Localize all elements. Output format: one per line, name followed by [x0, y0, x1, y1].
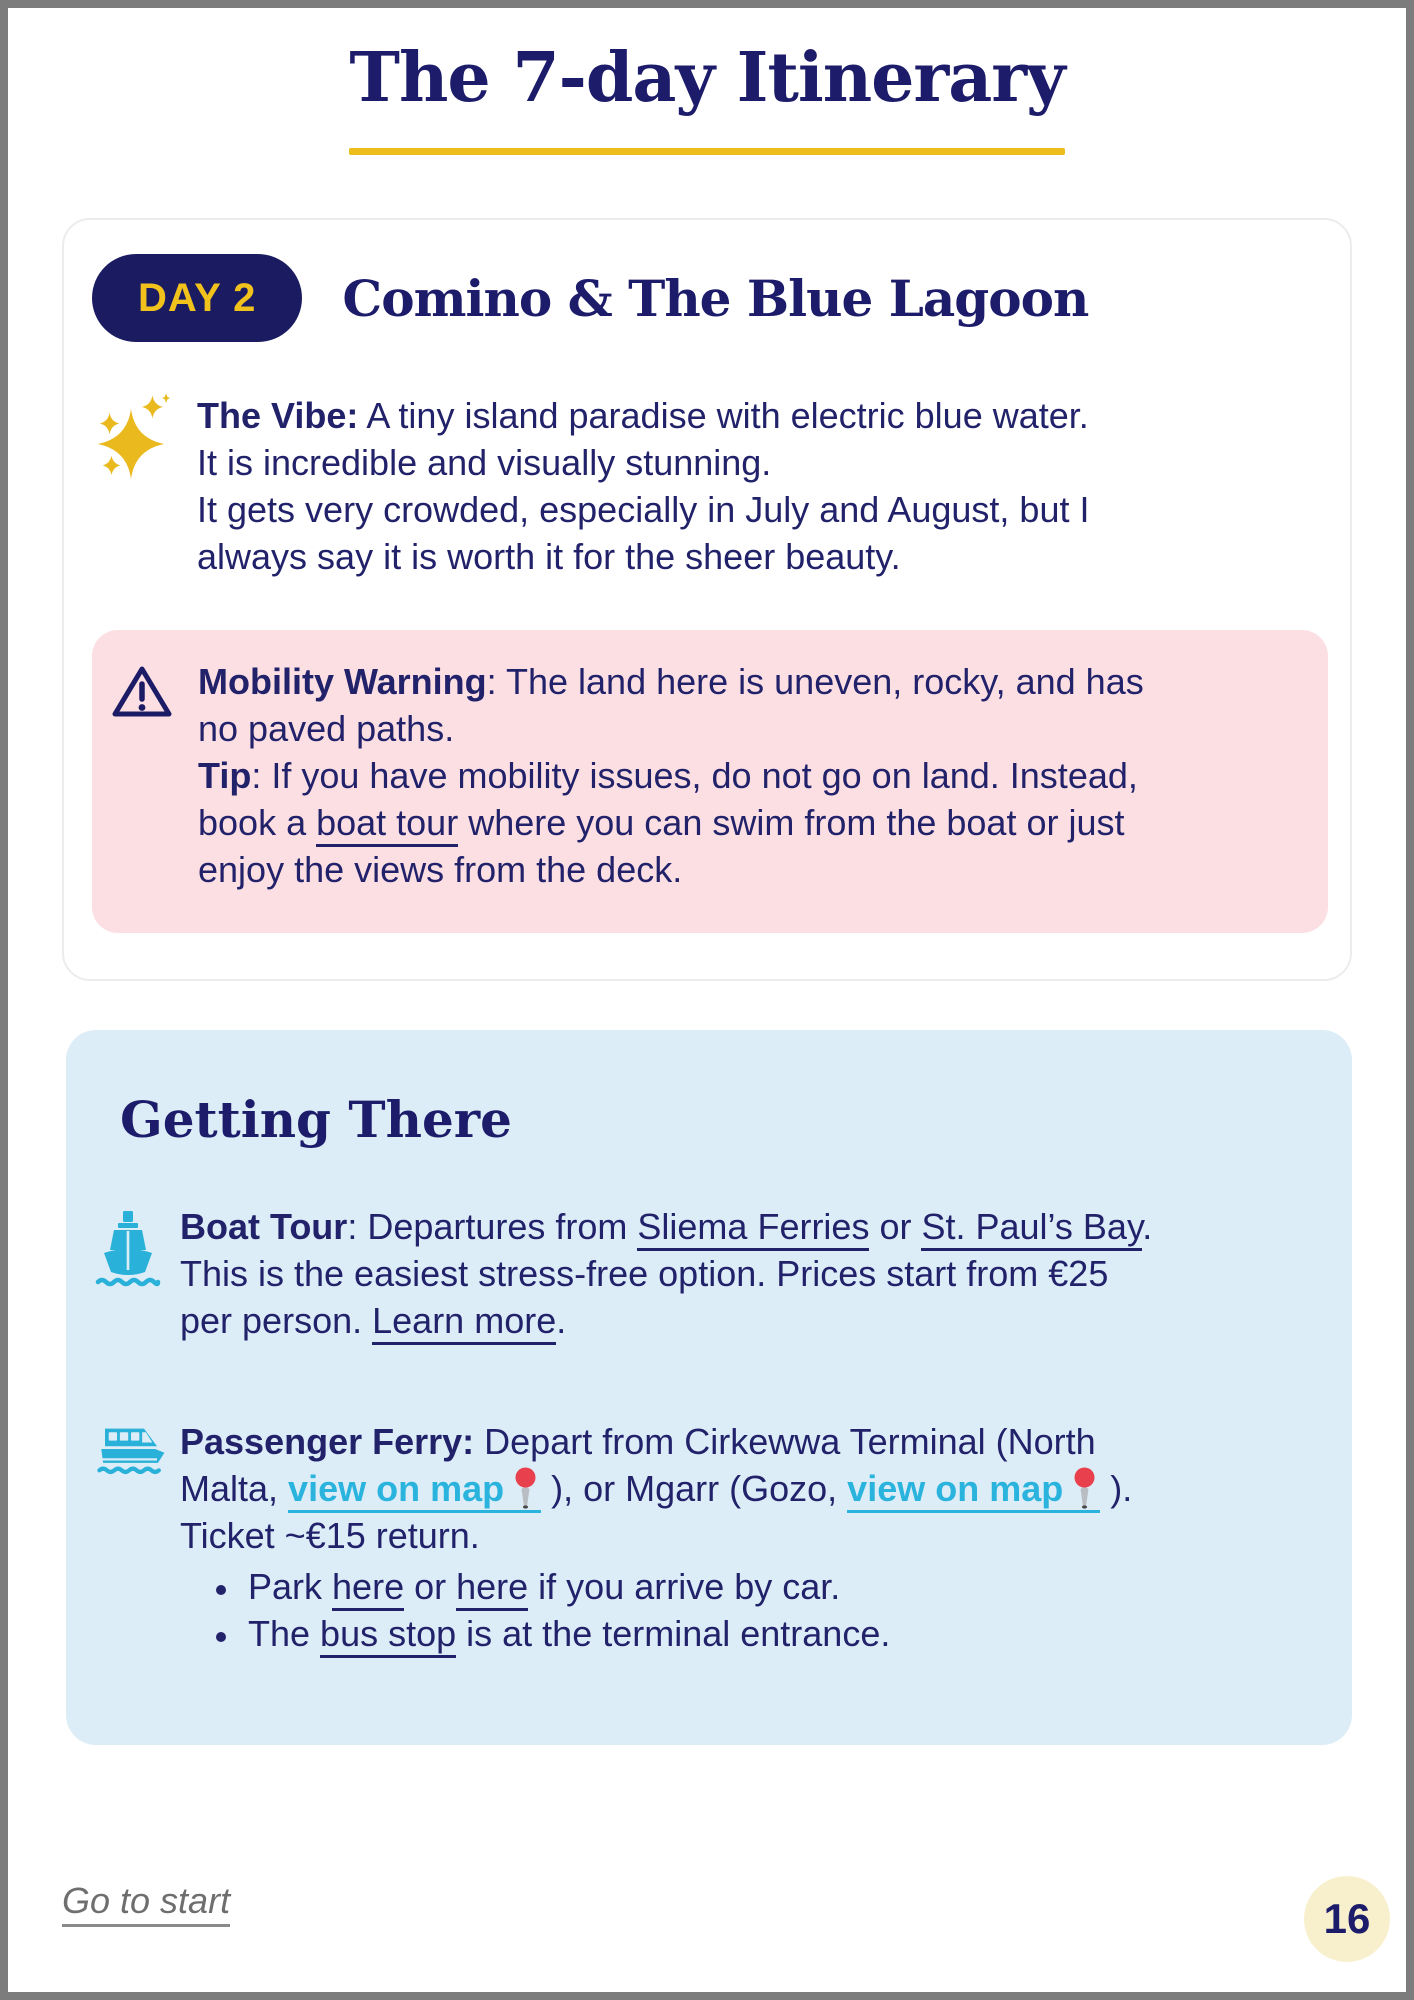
- text-line: [198, 846, 1144, 893]
- boat-tour-item: [92, 1203, 1322, 1344]
- text-line: [180, 1203, 1152, 1250]
- text-line: [198, 799, 1144, 846]
- text-segment: .: [556, 1300, 567, 1341]
- text-line: [198, 658, 1144, 705]
- map-pin-icon: [512, 1467, 539, 1509]
- getting-there-heading: Getting There: [120, 1090, 512, 1149]
- text-line: [180, 1465, 1132, 1512]
- text-line: [180, 1512, 1132, 1559]
- text-segment: enjoy the views from the deck.: [198, 849, 683, 890]
- text-segment: Mobility Warning: [198, 661, 487, 702]
- page-number: 16: [1323, 1895, 1371, 1942]
- text-segment: Passenger Ferry:: [180, 1421, 475, 1462]
- passenger-ferry-item: [92, 1418, 1322, 1657]
- text-segment: A tiny island paradise with electric blue water.: [358, 395, 1089, 436]
- text-segment: : The land here is uneven, rocky, and has: [486, 661, 1144, 702]
- title-underline: [349, 148, 1065, 155]
- passenger-ferry-text: [180, 1418, 1132, 1657]
- bullet-item: [242, 1563, 1132, 1610]
- text-segment: or: [869, 1206, 922, 1247]
- text-segment: no paved paths.: [198, 708, 455, 749]
- text-segment: : If you have mobility issues, do not go on land. Instead,: [251, 755, 1138, 796]
- day-card: [62, 218, 1352, 981]
- go-to-start-link[interactable]: Go to start: [62, 1880, 230, 1927]
- link-boat-tour[interactable]: boat tour: [316, 802, 458, 847]
- text-segment: Boat Tour: [180, 1206, 348, 1247]
- map-pin-icon: [1071, 1467, 1098, 1509]
- text-segment: The Vibe:: [197, 395, 359, 436]
- text-line: [198, 752, 1144, 799]
- warning-triangle-icon: [110, 658, 198, 893]
- bullet-list: [180, 1563, 1132, 1657]
- text-line: [197, 439, 1089, 486]
- page: [8, 8, 1406, 1992]
- warning-box: [92, 630, 1328, 933]
- text-segment: Depart from Cirkewwa Terminal (North: [474, 1421, 1096, 1462]
- link-here[interactable]: here: [332, 1566, 404, 1611]
- bullet-item: [242, 1610, 1132, 1657]
- vibe-section: [92, 392, 1328, 580]
- link-view-on-map[interactable]: view on map: [847, 1468, 1100, 1513]
- text-segment: where you can swim from the boat or just: [458, 802, 1125, 843]
- text-segment: Ticket ~€15 return.: [180, 1515, 480, 1556]
- text-line: [197, 486, 1089, 533]
- day-badge: DAY 2: [92, 254, 302, 342]
- text-segment: ), or Mgarr (Gozo,: [541, 1468, 848, 1509]
- text-segment: Park: [248, 1566, 333, 1607]
- text-segment: is at the terminal entrance.: [456, 1613, 891, 1654]
- link-bus-stop[interactable]: bus stop: [320, 1613, 456, 1658]
- link-sliema-ferries[interactable]: Sliema Ferries: [637, 1206, 869, 1251]
- page-number-badge: [1304, 1876, 1390, 1962]
- ship-icon: [92, 1203, 180, 1344]
- text-line: [180, 1297, 1152, 1344]
- text-segment: The: [248, 1613, 321, 1654]
- text-segment: ).: [1100, 1468, 1133, 1509]
- text-segment: always say it is worth it for the sheer beauty.: [197, 536, 901, 577]
- text-line: [198, 705, 1144, 752]
- page-title: The 7-day Itinerary: [349, 38, 1065, 118]
- day-card-header: [92, 254, 1328, 342]
- text-segment: Malta,: [180, 1468, 289, 1509]
- link-view-on-map[interactable]: view on map: [288, 1468, 541, 1513]
- vibe-text: [197, 392, 1089, 580]
- text-line: [197, 533, 1089, 580]
- text-segment: if you arrive by car.: [528, 1566, 841, 1607]
- text-segment: : Departures from: [347, 1206, 638, 1247]
- text-segment: It gets very crowded, especially in July and August, but I: [197, 489, 1090, 530]
- text-line: [180, 1418, 1132, 1465]
- text-line: [180, 1250, 1152, 1297]
- warning-text: [198, 658, 1144, 893]
- link-st-paul-s-bay[interactable]: St. Paul’s Bay: [921, 1206, 1142, 1251]
- day-heading: Comino & The Blue Lagoon: [342, 268, 1089, 328]
- text-segment: .: [1142, 1206, 1153, 1247]
- boat-tour-text: [180, 1203, 1152, 1344]
- text-segment: or: [404, 1566, 457, 1607]
- ferry-icon: [92, 1418, 180, 1657]
- text-segment: This is the easiest stress-free option. Prices start from €25: [180, 1253, 1109, 1294]
- text-segment: Tip: [198, 755, 252, 796]
- link-learn-more[interactable]: Learn more: [372, 1300, 556, 1345]
- text-segment: per person.: [180, 1300, 373, 1341]
- text-segment: book a: [198, 802, 317, 843]
- sparkles-icon: [92, 392, 197, 580]
- text-line: [197, 392, 1089, 439]
- getting-there-card: [66, 1030, 1352, 1745]
- passenger-ferry-lines: [180, 1418, 1132, 1559]
- link-here[interactable]: here: [456, 1566, 528, 1611]
- text-segment: It is incredible and visually stunning.: [197, 442, 772, 483]
